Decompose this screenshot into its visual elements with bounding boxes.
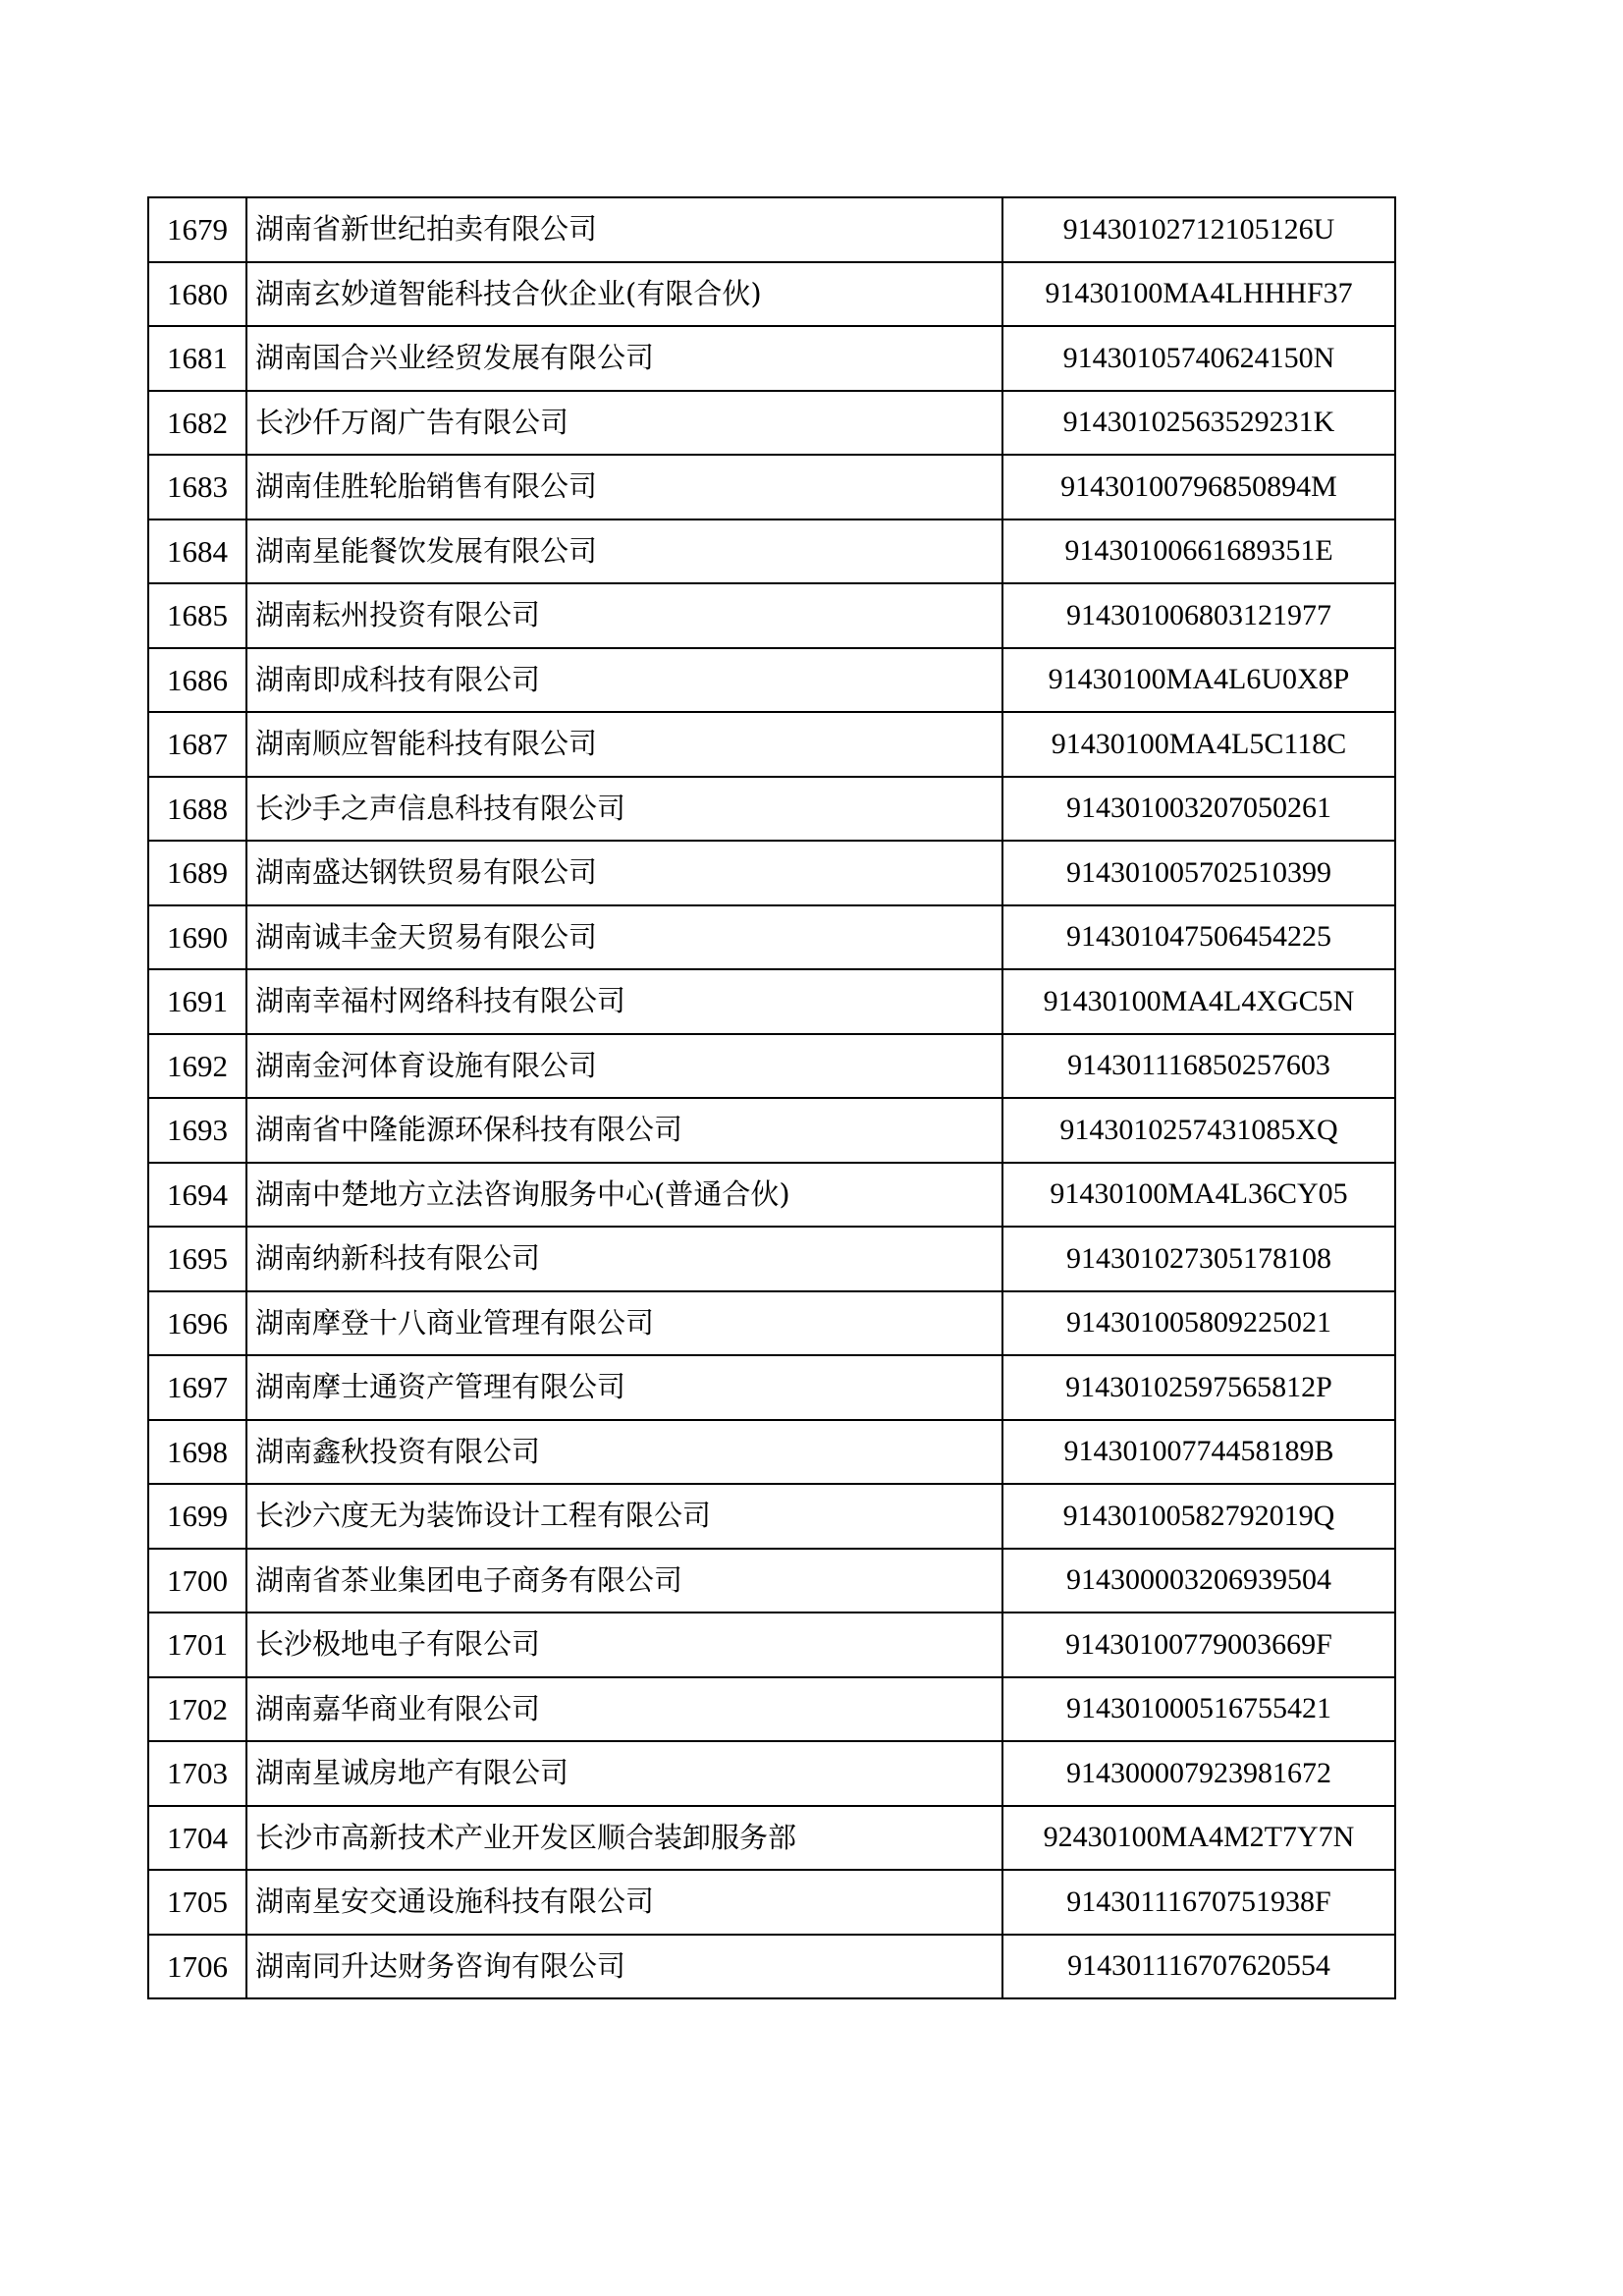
table-row: [148, 519, 1395, 584]
company-name: 湖南即成科技有限公司: [246, 648, 1002, 713]
credit-code: 91430100MA4L5C118C: [1002, 712, 1395, 777]
company-name: 湖南省茶业集团电子商务有限公司: [246, 1549, 1002, 1613]
row-number: 1690: [148, 905, 246, 970]
row-number: 1701: [148, 1613, 246, 1677]
credit-code: 914301005702510399: [1002, 841, 1395, 905]
row-number: 1685: [148, 583, 246, 648]
company-name: 湖南嘉华商业有限公司: [246, 1677, 1002, 1742]
table-row: [148, 1677, 1395, 1742]
row-number: 1680: [148, 262, 246, 327]
company-name: 湖南幸福村网络科技有限公司: [246, 969, 1002, 1034]
row-number: 1706: [148, 1935, 246, 1999]
row-number: 1686: [148, 648, 246, 713]
credit-code: 91430105740624150N: [1002, 326, 1395, 391]
credit-code: 914300003206939504: [1002, 1549, 1395, 1613]
table-row: [148, 1098, 1395, 1163]
table-row: [148, 1163, 1395, 1228]
row-number: 1703: [148, 1741, 246, 1806]
company-name: 湖南国合兴业经贸发展有限公司: [246, 326, 1002, 391]
company-name: 湖南纳新科技有限公司: [246, 1227, 1002, 1291]
table-row: [148, 1935, 1395, 1999]
table-row: [148, 1549, 1395, 1613]
company-name: 湖南金河体育设施有限公司: [246, 1034, 1002, 1099]
table-row: [148, 391, 1395, 456]
row-number: 1699: [148, 1484, 246, 1549]
company-name: 长沙手之声信息科技有限公司: [246, 777, 1002, 842]
company-name: 长沙市高新技术产业开发区顺合装卸服务部: [246, 1806, 1002, 1871]
credit-code: 914301027305178108: [1002, 1227, 1395, 1291]
table-row: [148, 1034, 1395, 1099]
table-row: [148, 1613, 1395, 1677]
row-number: 1692: [148, 1034, 246, 1099]
row-number: 1688: [148, 777, 246, 842]
company-name: 湖南耘州投资有限公司: [246, 583, 1002, 648]
table-row: [148, 197, 1395, 262]
table-row: [148, 1741, 1395, 1806]
table-row: [148, 262, 1395, 327]
credit-code: 91430100582792019Q: [1002, 1484, 1395, 1549]
credit-code: 914301047506454225: [1002, 905, 1395, 970]
row-number: 1689: [148, 841, 246, 905]
row-number: 1695: [148, 1227, 246, 1291]
table-row: [148, 1355, 1395, 1420]
company-name: 湖南玄妙道智能科技合伙企业(有限合伙): [246, 262, 1002, 327]
credit-code: 91430102712105126U: [1002, 197, 1395, 262]
company-name: 湖南星能餐饮发展有限公司: [246, 519, 1002, 584]
credit-code: 91430102563529231K: [1002, 391, 1395, 456]
company-name: 长沙六度无为装饰设计工程有限公司: [246, 1484, 1002, 1549]
company-name: 湖南星诚房地产有限公司: [246, 1741, 1002, 1806]
company-name: 湖南同升达财务咨询有限公司: [246, 1935, 1002, 1999]
table-row: [148, 712, 1395, 777]
company-name: 长沙极地电子有限公司: [246, 1613, 1002, 1677]
row-number: 1694: [148, 1163, 246, 1228]
credit-code: 91430100779003669F: [1002, 1613, 1395, 1677]
company-name: 湖南诚丰金天贸易有限公司: [246, 905, 1002, 970]
credit-code: 9143010257431085XQ: [1002, 1098, 1395, 1163]
row-number: 1687: [148, 712, 246, 777]
table-row: [148, 969, 1395, 1034]
credit-code: 92430100MA4M2T7Y7N: [1002, 1806, 1395, 1871]
company-registry-table: [147, 196, 1396, 1999]
table-row: [148, 583, 1395, 648]
table-row: [148, 1227, 1395, 1291]
company-name: 湖南省新世纪拍卖有限公司: [246, 197, 1002, 262]
credit-code: 91430100796850894M: [1002, 455, 1395, 519]
row-number: 1679: [148, 197, 246, 262]
credit-code: 91430100MA4L4XGC5N: [1002, 969, 1395, 1034]
row-number: 1704: [148, 1806, 246, 1871]
row-number: 1700: [148, 1549, 246, 1613]
company-name: 湖南中楚地方立法咨询服务中心(普通合伙): [246, 1163, 1002, 1228]
row-number: 1681: [148, 326, 246, 391]
company-name: 湖南省中隆能源环保科技有限公司: [246, 1098, 1002, 1163]
company-name: 湖南鑫秋投资有限公司: [246, 1420, 1002, 1485]
credit-code: 914301003207050261: [1002, 777, 1395, 842]
row-number: 1698: [148, 1420, 246, 1485]
credit-code: 91430111670751938F: [1002, 1870, 1395, 1935]
credit-code: 914301000516755421: [1002, 1677, 1395, 1742]
row-number: 1693: [148, 1098, 246, 1163]
table-row: [148, 455, 1395, 519]
company-name: 长沙仟万阁广告有限公司: [246, 391, 1002, 456]
credit-code: 91430100661689351E: [1002, 519, 1395, 584]
table-row: [148, 905, 1395, 970]
row-number: 1683: [148, 455, 246, 519]
credit-code: 914301116850257603: [1002, 1034, 1395, 1099]
row-number: 1697: [148, 1355, 246, 1420]
table-row: [148, 1806, 1395, 1871]
credit-code: 914301116707620554: [1002, 1935, 1395, 1999]
table-row: [148, 777, 1395, 842]
row-number: 1684: [148, 519, 246, 584]
company-name: 湖南星安交通设施科技有限公司: [246, 1870, 1002, 1935]
company-name: 湖南顺应智能科技有限公司: [246, 712, 1002, 777]
credit-code: 914300007923981672: [1002, 1741, 1395, 1806]
credit-code: 91430100774458189B: [1002, 1420, 1395, 1485]
row-number: 1705: [148, 1870, 246, 1935]
company-name: 湖南摩士通资产管理有限公司: [246, 1355, 1002, 1420]
company-name: 湖南盛达钢铁贸易有限公司: [246, 841, 1002, 905]
company-name: 湖南佳胜轮胎销售有限公司: [246, 455, 1002, 519]
row-number: 1702: [148, 1677, 246, 1742]
company-name: 湖南摩登十八商业管理有限公司: [246, 1291, 1002, 1356]
credit-code: 91430100MA4L36CY05: [1002, 1163, 1395, 1228]
table-row: [148, 841, 1395, 905]
table-row: [148, 1291, 1395, 1356]
table-body: [148, 197, 1395, 1998]
table-row: [148, 1420, 1395, 1485]
credit-code: 91430102597565812P: [1002, 1355, 1395, 1420]
credit-code: 914301006803121977: [1002, 583, 1395, 648]
table-row: [148, 326, 1395, 391]
credit-code: 91430100MA4LHHHF37: [1002, 262, 1395, 327]
table-row: [148, 1484, 1395, 1549]
table-row: [148, 648, 1395, 713]
credit-code: 914301005809225021: [1002, 1291, 1395, 1356]
row-number: 1691: [148, 969, 246, 1034]
credit-code: 91430100MA4L6U0X8P: [1002, 648, 1395, 713]
row-number: 1682: [148, 391, 246, 456]
row-number: 1696: [148, 1291, 246, 1356]
table-row: [148, 1870, 1395, 1935]
